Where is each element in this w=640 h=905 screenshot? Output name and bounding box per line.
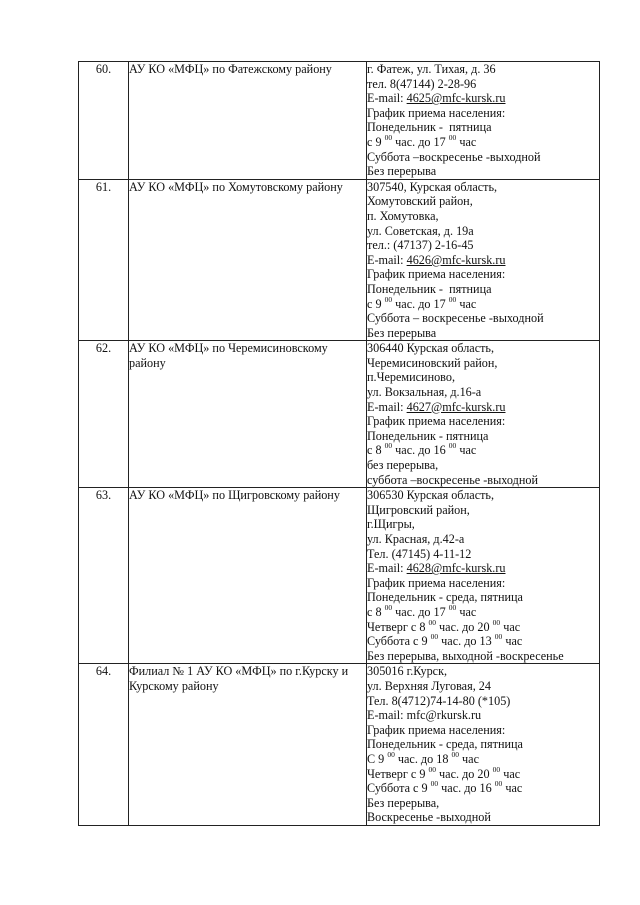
contact-text: час. до 16 [392,443,449,458]
contact-text: без перерыва, [367,458,439,473]
contact-line [367,77,599,92]
contact-text: Без перерыва [367,164,437,179]
contact-text: Без перерыва, выходной -воскресенье [367,648,564,663]
contact-text: Воскресенье -выходной [367,810,491,825]
contact-text: График приема населения: [367,575,506,590]
contact-line [367,781,599,796]
office-contacts [367,341,600,488]
contact-text: Суббота –воскресенье -выходной [367,149,541,164]
contact-line [367,414,599,429]
table-row [79,664,600,826]
contact-text: г. Фатеж, ул. Тихая, д. 36 [367,62,496,76]
minutes-superscript: 00 [448,441,457,451]
contact-line [367,224,599,239]
contact-text: час. до 20 [436,766,493,781]
contact-line [367,517,599,532]
contact-line [367,253,599,268]
contact-line [367,194,599,209]
contact-text: Суббота с 9 [367,781,431,796]
contact-line [367,209,599,224]
contact-text: Тел. 8(4712)74-14-80 (*105) [367,693,511,708]
contact-text: час. до 18 [394,751,452,766]
contact-text: суббота –воскресенье -выходной [367,472,538,487]
contact-text: час [456,134,477,149]
minutes-superscript: 00 [492,764,501,774]
contact-text: Хомутовский район, [367,194,473,209]
office-name: АУ КО «МФЦ» по Щигровскому району [129,488,367,664]
contact-text: Тел. (47145) 4-11-12 [367,546,472,561]
contact-line [367,356,599,371]
contact-line [367,488,599,503]
contact-line [367,180,599,195]
contact-line [367,370,599,385]
contact-text: час [456,604,477,619]
contact-line [367,810,599,825]
contact-line [367,132,599,150]
contact-text: 305016 г.Курск, [367,664,448,679]
contact-text: E-mail: [367,91,407,106]
contact-text: 307540, Курская область, [367,179,498,194]
contact-line [367,106,599,121]
contact-text: час [500,619,521,634]
minutes-superscript: 00 [387,749,395,759]
contact-text: час. до 20 [436,619,493,634]
contact-line [367,723,599,738]
contact-line [367,694,599,709]
contact-line [367,617,599,635]
contact-text: ул. Вокзальная, д.16-а [367,385,482,400]
contact-line [367,576,599,591]
contact-text: E-mail: [367,252,407,267]
row-number: 60. [79,62,129,180]
email-link[interactable]: 4627@mfc-kursk.ru [406,399,506,414]
contact-text: E-mail: [367,561,407,576]
contact-line [367,634,599,649]
contact-text: Щигровский район, [367,502,470,517]
email-link[interactable]: 4626@mfc-kursk.ru [406,252,506,267]
contact-line [367,91,599,106]
minutes-superscript: 00 [448,132,457,142]
contact-text: ул. Красная, д.42-а [367,532,465,546]
minutes-superscript: 00 [448,294,457,304]
table-row [79,488,600,664]
email-link[interactable]: 4625@mfc-kursk.ru [406,91,506,106]
table-row [79,62,600,180]
contact-line [367,443,599,458]
contact-line [367,164,599,179]
contact-line [367,664,599,679]
contact-text: Без перерыва, [367,795,440,810]
contact-line [367,341,599,356]
minutes-superscript: 00 [430,779,439,789]
row-number: 61. [79,179,129,341]
contact-text: Четверг с 9 [367,766,429,781]
row-number: 64. [79,664,129,826]
contact-text: Суббота с 9 [367,634,431,649]
contact-line [367,749,599,767]
contact-line [367,62,599,77]
contact-text: 306530 Курская область, [367,488,495,503]
contact-line [367,649,599,664]
contact-line [367,294,599,312]
contact-text: час [456,296,477,311]
contact-line [367,238,599,253]
contact-line [367,282,599,297]
contact-text: тел.: (47137) 2-16-45 [367,238,474,253]
contact-text: E-mail: [367,399,407,414]
contact-text: Суббота – воскресенье -выходной [367,311,544,326]
contact-text: График приема населения: [367,267,506,282]
contact-text: График приема населения: [367,722,506,737]
minutes-superscript: 00 [448,602,457,612]
minutes-superscript: 00 [451,749,459,759]
minutes-superscript: 00 [384,441,393,451]
contact-text: с 8 [367,443,385,458]
office-contacts [367,179,600,341]
contact-text: Понедельник - среда, пятница [367,590,523,605]
office-name: АУ КО «МФЦ» по Фатежскому району [129,62,367,180]
office-name: Филиал № 1 АУ КО «МФЦ» по г.Курску и Курскому району [129,664,367,826]
contact-line [367,547,599,562]
office-contacts [367,664,600,826]
contact-text: ул. Советская, д. 19а [367,223,474,238]
office-contacts [367,62,600,180]
contact-line [367,679,599,694]
contact-line [367,796,599,811]
office-name: АУ КО «МФЦ» по Хомутовскому району [129,179,367,341]
contact-line [367,120,599,135]
contact-text: Черемисиновский район, [367,355,498,370]
minutes-superscript: 00 [428,764,436,774]
contact-line [367,561,599,576]
contact-text: Понедельник - пятница [367,120,492,135]
contact-text: час. до 16 [438,781,495,796]
contact-text: С 9 [367,751,388,766]
contact-text: час [502,781,523,796]
contact-text: час [502,634,523,649]
table-row [79,341,600,488]
contact-line [367,311,599,326]
contact-line [367,737,599,752]
contact-text: Четверг с 8 [367,619,429,634]
contact-line [367,267,599,282]
contact-line [367,602,599,620]
contact-text: час. до 17 [392,134,449,149]
contact-text: час [459,751,479,766]
minutes-superscript: 00 [494,779,503,789]
contact-line [367,429,599,444]
contact-text: час [500,766,521,781]
contact-text: г.Щигры, [367,517,415,532]
contact-line [367,764,599,782]
contact-text: Понедельник - пятница [367,428,489,443]
contact-line [367,458,599,473]
contact-text: час. до 17 [392,604,449,619]
minutes-superscript: 00 [492,617,501,627]
contact-text: час. до 13 [438,634,495,649]
contact-line [367,532,599,547]
contact-text: час [456,443,477,458]
contact-line [367,473,599,488]
contact-text: тел. 8(47144) 2-28-96 [367,76,477,91]
row-number: 62. [79,341,129,488]
minutes-superscript: 00 [384,294,393,304]
table-body [79,62,600,826]
table-row [79,179,600,341]
contact-line [367,326,599,341]
minutes-superscript: 00 [428,617,436,627]
minutes-superscript: 00 [494,632,503,642]
contact-text: с 9 [367,134,385,149]
contact-text: E-mail: mfc@rkursk.ru [367,708,482,723]
contact-text: Понедельник - пятница [367,281,492,296]
office-name: АУ КО «МФЦ» по Черемисиновскому району [129,341,367,488]
minutes-superscript: 00 [384,132,393,142]
contact-text: с 9 [367,296,385,311]
contact-line [367,503,599,518]
contact-line [367,708,599,723]
office-contacts [367,488,600,664]
contact-line [367,400,599,415]
email-link[interactable]: 4628@mfc-kursk.ru [406,561,506,576]
contact-text: п. Хомутовка, [367,208,439,223]
contact-text: Без перерыва [367,325,437,340]
row-number: 63. [79,488,129,664]
contact-text: Понедельник - среда, пятница [367,737,523,752]
minutes-superscript: 00 [430,632,439,642]
contact-line [367,590,599,605]
contact-line [367,385,599,400]
contact-text: График приема населения: [367,414,506,429]
minutes-superscript: 00 [384,602,393,612]
contact-text: ул. Верхняя Луговая, 24 [367,678,491,693]
contact-line [367,150,599,165]
contact-text: 306440 Курская область, [367,341,495,356]
mfc-offices-table [78,61,600,826]
contact-text: п.Черемисиново, [367,370,455,385]
contact-text: График приема населения: [367,105,506,120]
contact-text: час. до 17 [392,296,449,311]
contact-text: с 8 [367,604,385,619]
